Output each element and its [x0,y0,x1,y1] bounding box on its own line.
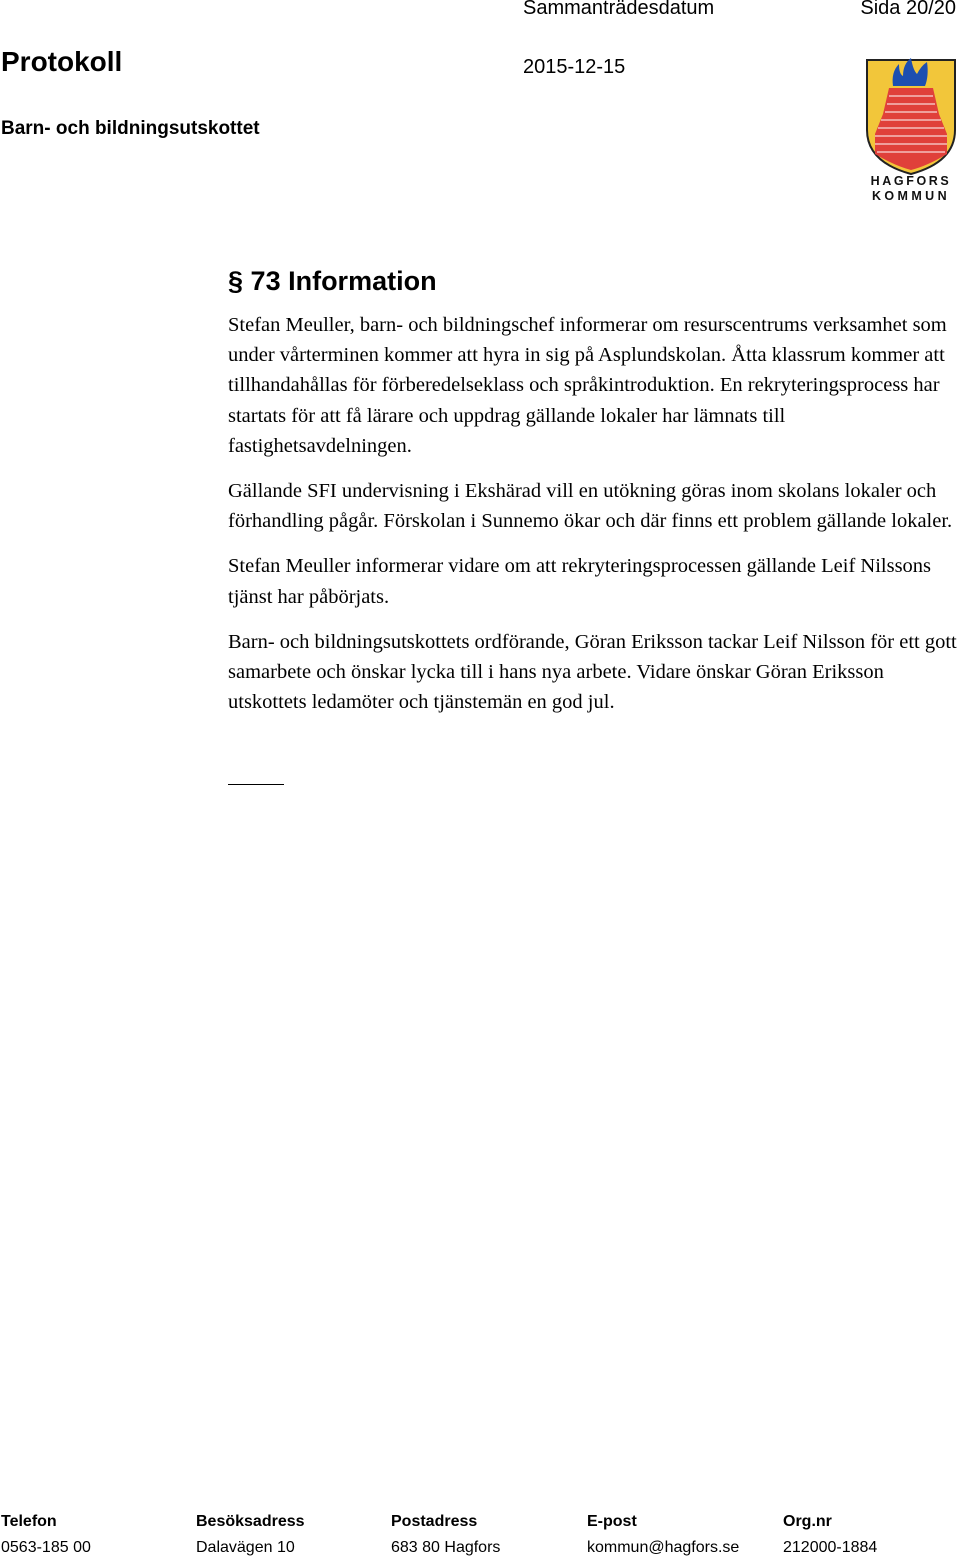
footer-label: Org.nr [783,1513,832,1530]
footer-phone [1,1513,91,1557]
section-title: 73 Information [250,266,437,296]
paragraph: Stefan Meuller informerar vidare om att rekryteringsprocessen gällande Leif Nilssons tjänst har påbörjats. [228,555,932,608]
document-title: Protokoll [1,46,123,77]
footer-email [587,1513,739,1557]
footer-visiting-address [196,1513,305,1557]
footer-label: E-post [587,1513,637,1530]
footer-org-number [783,1513,877,1557]
footer-value[interactable]: kommun@hagfors.se [587,1539,740,1556]
footer-label: Postadress [391,1513,478,1530]
committee-name: Barn- och bildningsutskottet [1,118,260,139]
footer-value: 212000-1884 [783,1539,878,1556]
meeting-date: 2015-12-15 [523,56,626,78]
logo-text-line1: HAGFORS [870,174,952,188]
hagfors-coat-of-arms-icon [863,58,959,208]
footer-value: Dalavägen 10 [196,1539,295,1556]
footer-label: Telefon [1,1513,57,1530]
paragraph: Barn- och bildningsutskottets ordförande, Göran Eriksson tackar Leif Nilsson för ett gott samarbete och önskar lycka till i hans nya arbete. Vidare önskar Göran Eriksson utskottets ledamöter och tjänstemän en god jul. [228,630,957,714]
paragraph: Gällande SFI undervisning i Ekshärad vill en utökning göras inom skolans lokaler och förhandling pågår. Förskolan i Sunnemo ökar och där finns ett problem gällande lokaler. [228,480,953,533]
section-end-line [228,784,284,785]
section-body [228,310,958,732]
paragraph: Stefan Meuller, barn- och bildningschef informerar om resurscentrums verksamhet som under vårterminen kommer att hyra in sig på Asplundskolan. Åtta klassrum kommer att tillhandahållas för förberedelseklass och språkintroduktion. En rekryteringsprocess har startats för att få lärare och uppdrag gällande lokaler har lämnats till fastighetsavdelningen. [228,314,947,457]
footer-value: 683 80 Hagfors [391,1539,501,1556]
footer-value: 0563-185 00 [1,1539,91,1556]
footer-label: Besöksadress [196,1513,305,1530]
paragraph-symbol: § [228,266,244,296]
meeting-date-label: Sammanträdesdatum [523,0,715,19]
logo-text-line2: KOMMUN [871,189,951,203]
section-heading [228,266,437,297]
footer-postal-address [391,1513,500,1557]
page-number: Sida 20/20 [860,0,956,19]
